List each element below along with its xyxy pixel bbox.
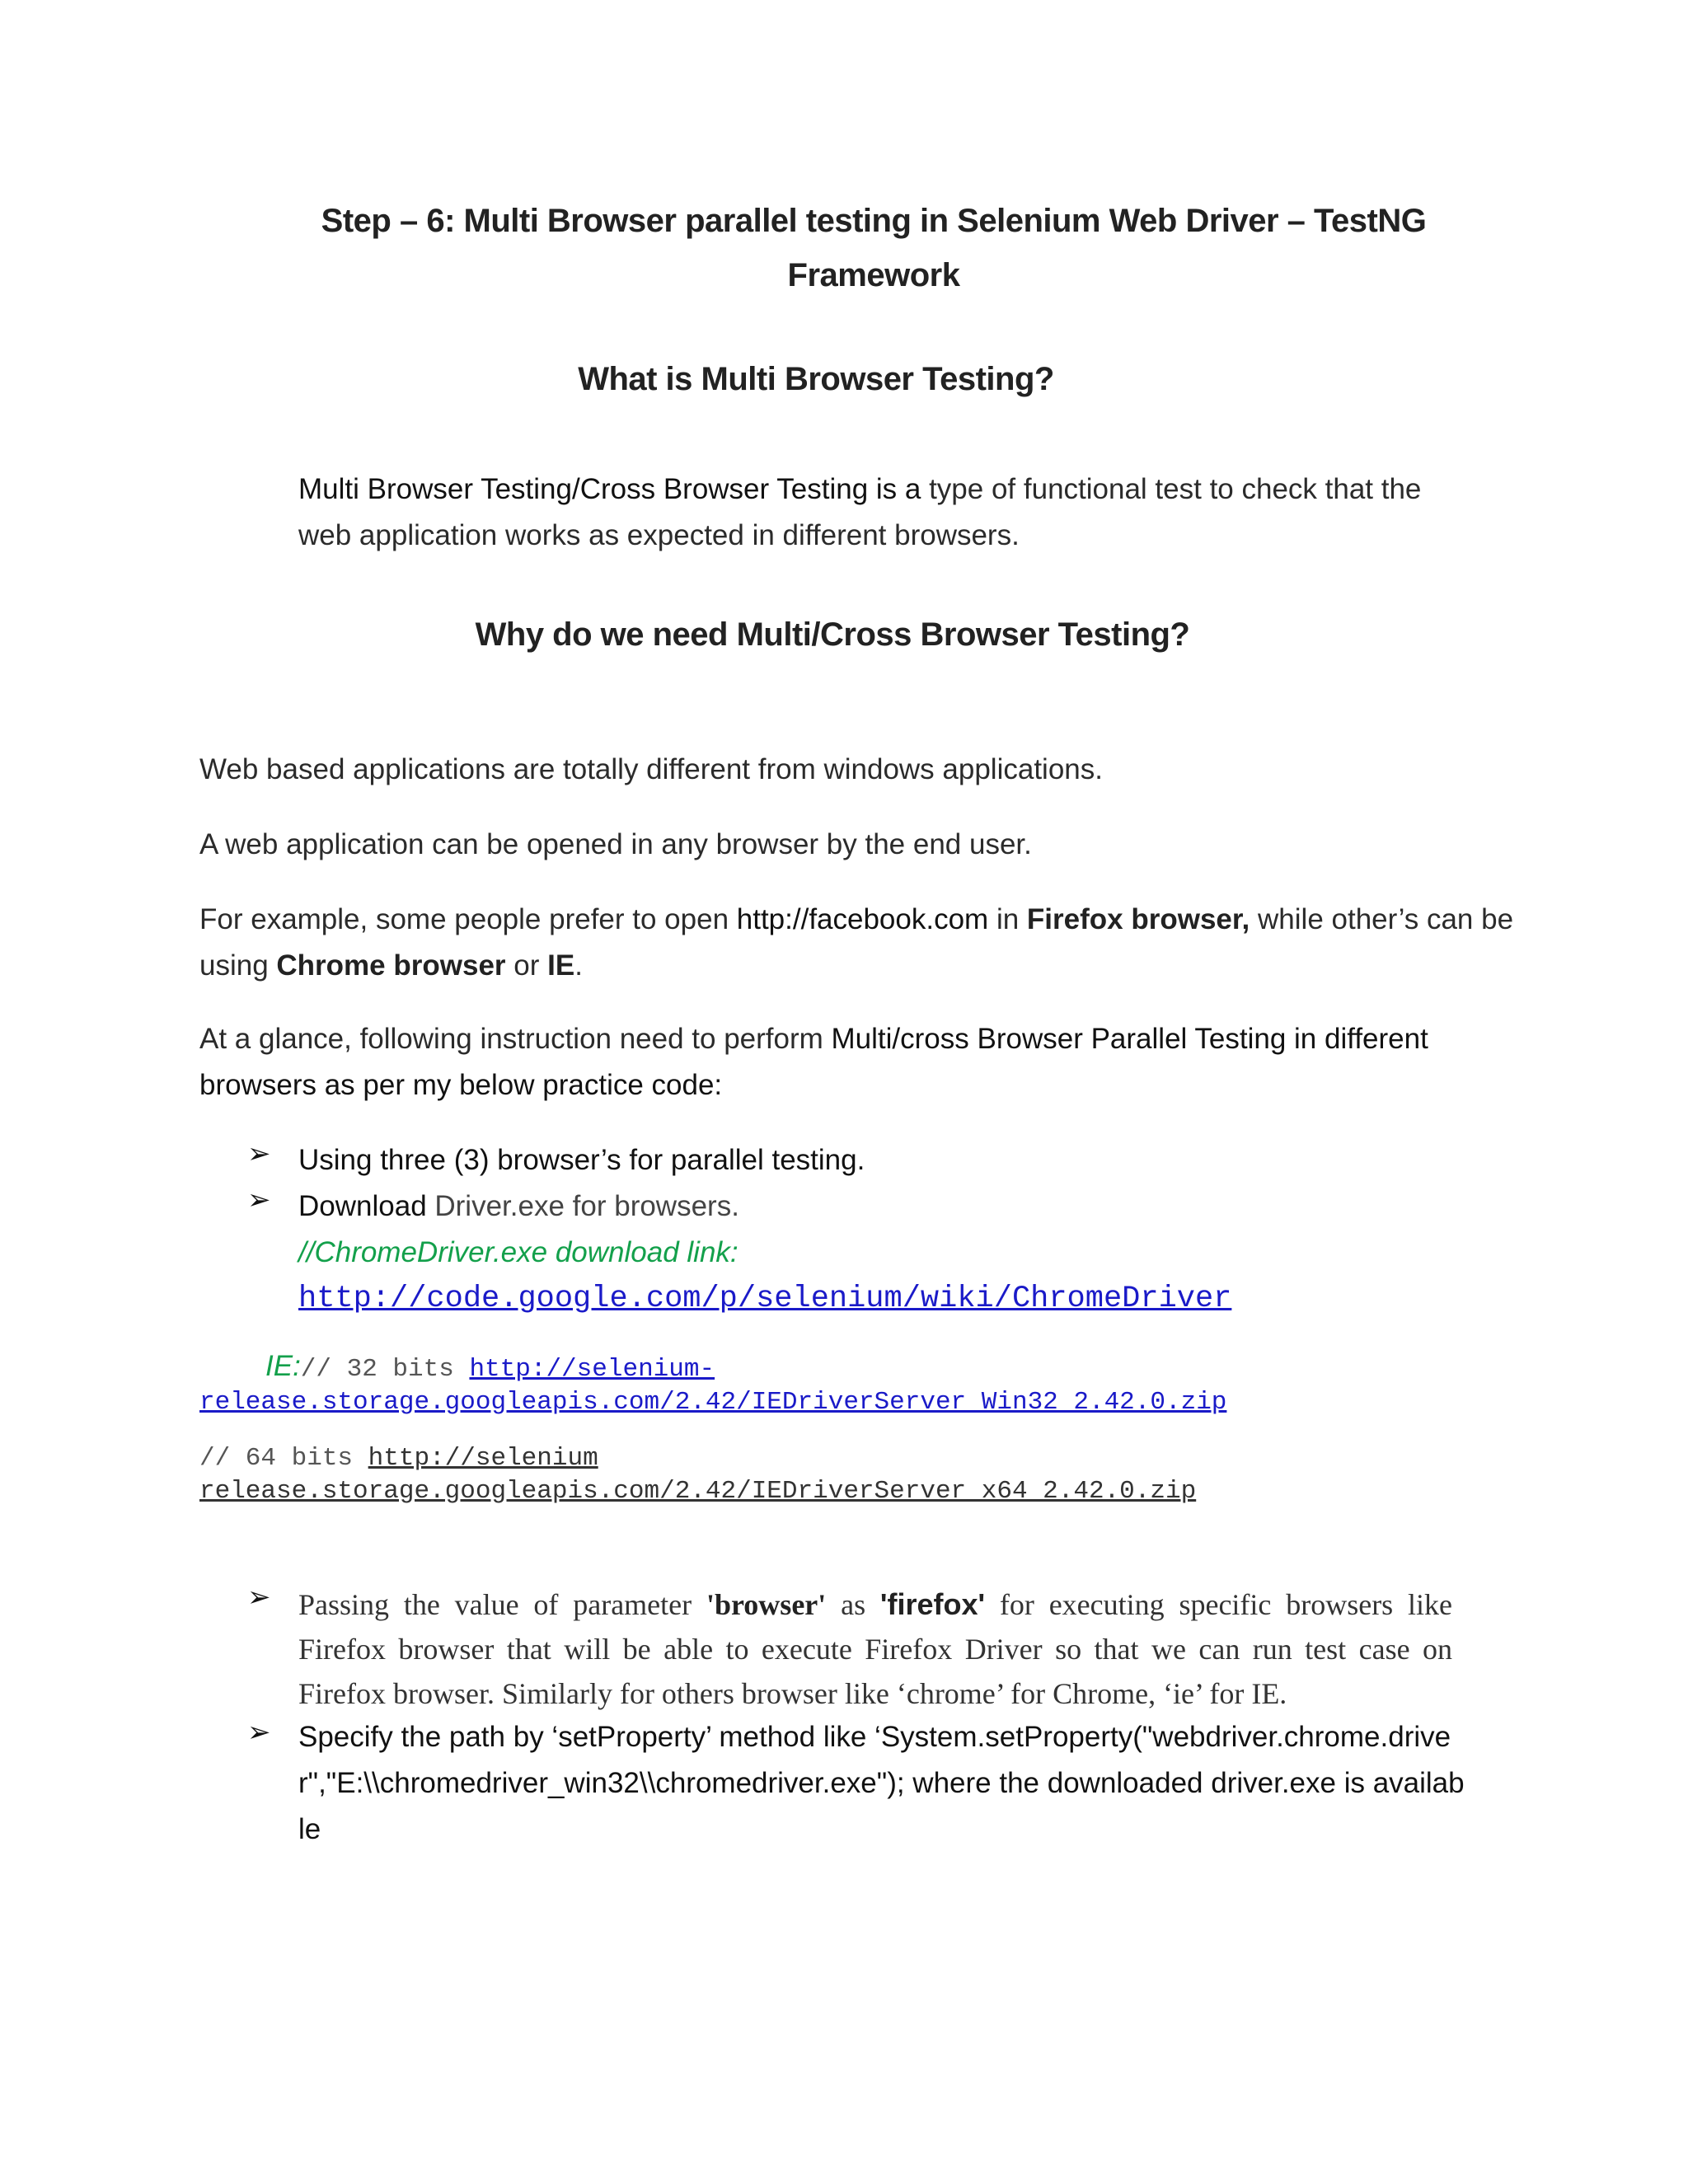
param-text-c: for executing specific browsers like Firefox browser that will be able to execute Firefox Driver so that we can run test case on Firefox browser. Similarly for others browser like ‘chrome’ for Chrome, ‘ie’ for IE.	[298, 1588, 1452, 1710]
bullet-passing-parameter	[298, 1582, 1452, 1716]
download-rest: Driver.exe for browsers.	[426, 1190, 739, 1222]
arrow-bullet-icon: ➢	[247, 1184, 271, 1216]
ie32-comment: // 32 bits	[300, 1355, 470, 1384]
arrow-bullet-icon: ➢	[247, 1138, 271, 1169]
param-firefox: 'firefox'	[879, 1587, 986, 1621]
param-text-b: as	[826, 1588, 880, 1621]
paragraph-at-a-glance	[199, 1016, 1518, 1108]
bullet-set-property: Specify the path by ‘setProperty’ method like ‘System.setProperty("webdriver.chrome.driver","E:\\chromedriver_win32\\chromedriver.exe"); where the downloaded driver.exe is available	[298, 1721, 1465, 1845]
ie-label: IE:	[265, 1350, 301, 1382]
definition-rest: type of functional test to check that the web application works as expected in different browsers.	[298, 473, 1422, 551]
ie32-block	[199, 1350, 1551, 1419]
paragraph-web-based: Web based applications are totally different from windows applications.	[199, 753, 1103, 785]
bullet-download-driver	[298, 1183, 1452, 1276]
title-line-1: Step – 6: Multi Browser parallel testing in Selenium Web Driver – TestNG	[321, 203, 1427, 239]
chrome-driver-link[interactable]: http://code.google.com/p/selenium/wiki/ChromeDriver	[298, 1282, 1232, 1316]
download-word: Download	[298, 1190, 427, 1222]
ie-bold: IE	[547, 949, 575, 982]
chrome-driver-comment: //ChromeDriver.exe download link:	[298, 1236, 738, 1268]
ie32-link-part1[interactable]: http://selenium-	[469, 1355, 715, 1384]
arrow-bullet-icon: ➢	[247, 1582, 271, 1613]
ie32-link-part2[interactable]: release.storage.googleapis.com/2.42/IEDriverServer_Win32_2.42.0.zip	[199, 1388, 1227, 1417]
heading-why-need: Why do we need Multi/Cross Browser Testing?	[475, 616, 1190, 653]
chrome-driver-link-row	[298, 1273, 1231, 1322]
ie64-block	[199, 1442, 1551, 1508]
ie64-comment: // 64 bits	[199, 1444, 368, 1473]
chrome-browser-bold: Chrome browser	[276, 949, 506, 982]
bullet-three-browsers: Using three (3) browser’s for parallel testing.	[298, 1144, 865, 1176]
example-text-d: or	[505, 949, 548, 982]
arrow-bullet-icon: ➢	[247, 1717, 271, 1748]
example-text-b: in	[988, 903, 1027, 935]
param-text-a: Passing the value of parameter	[298, 1588, 706, 1621]
paragraph-example	[199, 897, 1518, 989]
param-browser: 'browser'	[706, 1588, 827, 1621]
definition-paragraph	[298, 466, 1469, 559]
ie64-link-part2[interactable]: release.storage.googleapis.com/2.42/IEDriverServer_x64_2.42.0.zip	[199, 1477, 1197, 1506]
example-text-e: .	[574, 949, 583, 982]
page-title	[247, 194, 1500, 302]
example-text-c: while other’s can be using	[199, 903, 1514, 982]
example-text-a: For example, some people prefer to open	[199, 903, 737, 935]
heading-what-is: What is Multi Browser Testing?	[578, 361, 1054, 397]
ie64-link-part1[interactable]: http://selenium	[368, 1444, 598, 1473]
definition-lead: Multi Browser Testing/Cross Browser Testing is a	[298, 473, 921, 505]
title-line-2: Framework	[787, 257, 960, 293]
firefox-browser-bold: Firefox browser,	[1026, 903, 1250, 935]
paragraph-any-browser: A web application can be opened in any browser by the end user.	[199, 828, 1032, 860]
glance-text-b: Multi/cross Browser Parallel Testing in different browsers as per my below practice code:	[199, 1023, 1428, 1101]
glance-text-a: At a glance, following instruction need to perform	[199, 1023, 832, 1055]
facebook-url[interactable]: http://facebook.com	[736, 903, 989, 935]
